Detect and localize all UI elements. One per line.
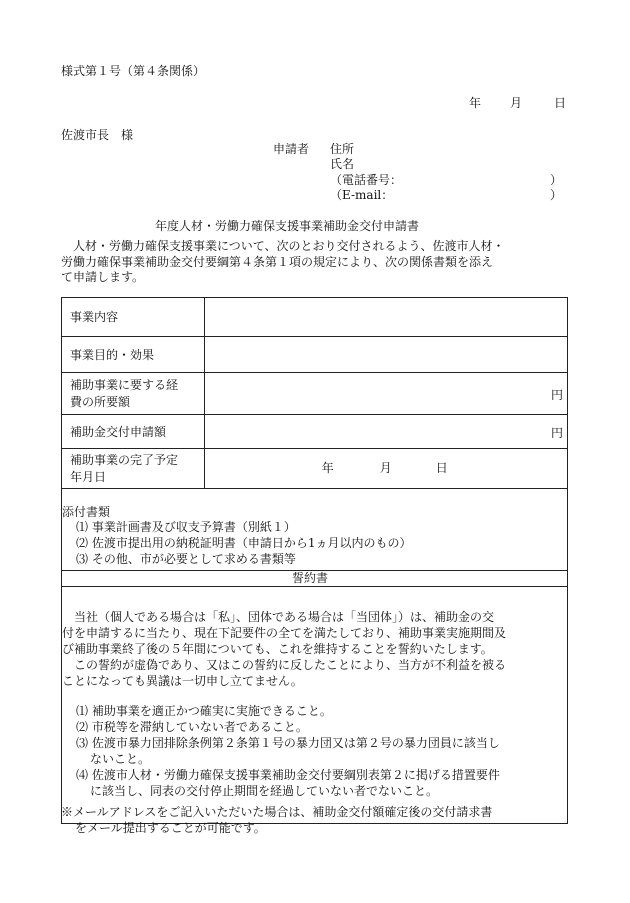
table-row: [62, 449, 568, 489]
pledge-item: ⑵ 市税等を滞納していない者であること。: [76, 720, 308, 734]
table-label-cell: [62, 449, 205, 489]
pledge-line: この誓約が虚偽であり、又はこの誓約に反したことにより、当方が不利益を被る: [74, 658, 507, 672]
attachments-heading: 添付書類: [62, 505, 111, 519]
application-table: [61, 297, 568, 489]
grant-amount-field[interactable]: [204, 415, 567, 449]
name-label: 氏名: [330, 157, 355, 171]
business-content-label: 事業内容: [70, 310, 119, 324]
business-purpose-label: 事業目的・効果: [70, 348, 155, 362]
completion-date-label-line1: 補助事業の完了予定: [70, 453, 179, 467]
required-cost-field[interactable]: [204, 373, 567, 415]
intro-line: て申請します。: [61, 270, 145, 284]
completion-date-label-line2: 年月日: [70, 470, 107, 484]
pledge-line: ことになっても異議は一切申し立てません。: [62, 674, 303, 688]
intro-line: 人材・労働力確保支援事業について、次のとおり交付されるよう、佐渡市人材・: [73, 239, 505, 253]
required-cost-label-line2: 費の所要額: [70, 395, 131, 409]
pledge-item: ⑶ 佐渡市暴力団排除条例第２条第１号の暴力団又は第２号の暴力団員に該当し: [76, 736, 500, 750]
attachment-item: ⑴ 事業計画書及び収支予算書（別紙１）: [76, 520, 296, 534]
phone-close-paren: ）: [550, 173, 563, 187]
completion-day-label: 日: [435, 461, 448, 475]
table-row: [62, 298, 568, 337]
form-number: 様式第１号（第４条関係）: [61, 64, 206, 78]
pledge-item-continuation: に該当し、同表の交付停止期間を経過していない者でないこと。: [90, 784, 439, 798]
table-label-cell: [62, 415, 205, 449]
required-cost-label-line1: 補助事業に要する経: [70, 378, 179, 392]
addressee: 佐渡市長 様: [61, 128, 134, 142]
pledge-heading: 誓約書: [292, 571, 329, 585]
pledge-item: ⑴ 補助事業を適正かつ確実に実施できること。: [76, 704, 332, 718]
yen-unit: 円: [550, 426, 563, 440]
intro-line: 労働力確保事業補助金交付要綱第４条第１項の規定により、次の関係書類を添え: [61, 254, 494, 269]
pledge-line: び補助事業終了後の５年間についても、これを維持することを誓約いたします。: [62, 642, 493, 656]
completion-month-label: 月: [379, 461, 392, 475]
business-purpose-field[interactable]: [204, 337, 567, 373]
date-month-label: 月: [510, 96, 523, 110]
pledge-line: 当社（個人である場合は「私」、団体である場合は「当団体」）は、補助金の交: [74, 610, 495, 624]
table-row: [62, 337, 568, 373]
table-label-cell: [62, 373, 205, 415]
table-label-cell: [62, 298, 205, 337]
pledge-line: 付を申請するに当たり、現在下記要件の全てを満たしており、補助事業実施期間及: [62, 626, 507, 640]
attachments-pledge-box: [61, 488, 568, 824]
date-year-label: 年: [469, 96, 482, 110]
yen-unit: 円: [550, 388, 563, 402]
address-label: 住所: [330, 142, 355, 156]
phone-label: （電話番号：: [330, 173, 403, 187]
business-content-field[interactable]: [204, 298, 567, 337]
applicant-label: 申請者: [273, 142, 310, 156]
grant-amount-label: 補助金交付申請額: [70, 425, 167, 439]
table-label-cell: [62, 337, 205, 373]
attachment-item: ⑶ その他、市が必要として求める書類等: [76, 552, 296, 566]
email-close-paren: ）: [550, 188, 563, 202]
pledge-item-continuation: ないこと。: [90, 752, 151, 766]
intro-paragraph: [61, 239, 571, 286]
attachment-item: ⑵ 佐渡市提出用の納税証明書（申請日から1ヵ月以内のもの）: [76, 536, 412, 550]
completion-date-field[interactable]: [204, 449, 567, 489]
email-note-line: をメール提出することが可能です。: [75, 821, 266, 835]
table-row: [62, 415, 568, 449]
email-label: （E-mail：: [330, 188, 394, 202]
pledge-item: ⑷ 佐渡市人材・労働力確保支援事業補助金交付要綱別表第２に掲げる措置要件: [76, 768, 500, 782]
section-divider: [62, 586, 567, 587]
table-row: [62, 373, 568, 415]
document-title: 年度人材・労働力確保支援事業補助金交付申請書: [155, 219, 420, 233]
email-note-line: ※メールアドレスをご記入いただいた場合は、補助金交付額確定後の交付請求書: [61, 805, 493, 819]
completion-year-label: 年: [321, 461, 334, 475]
date-day-label: 日: [554, 96, 567, 110]
